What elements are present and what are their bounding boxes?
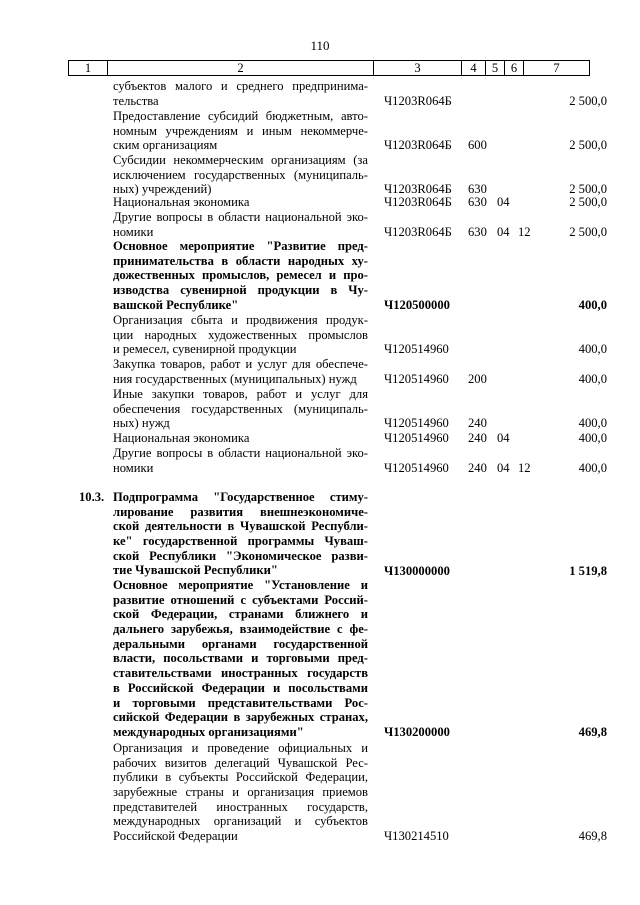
amount: 2 500,0	[569, 182, 607, 197]
table-header	[68, 60, 590, 76]
description-line: ским организациям	[113, 138, 218, 153]
table-row	[0, 741, 640, 844]
budget-code: Ч130200000	[384, 725, 450, 739]
budget-code: Ч120514960	[384, 431, 449, 445]
description-line: зарубежные страны и организация приемов	[113, 785, 368, 800]
amount: 400,0	[578, 297, 607, 312]
description-line: и торговыми представительствами Рос-	[113, 695, 368, 710]
subsection: 12	[518, 224, 531, 239]
row-description	[113, 239, 368, 312]
description-line: номным учреждениям и иным некоммерче-	[113, 123, 368, 138]
description-line: ных) нужд	[113, 416, 170, 431]
row-description	[113, 210, 368, 239]
table-row	[0, 490, 640, 578]
amount: 2 500,0	[569, 224, 607, 239]
description-line: ставительствами иностранных государств	[113, 666, 368, 681]
description-line: дальнего зарубежья, взаимодействие с фе-	[113, 622, 368, 637]
table-row	[0, 79, 640, 108]
subsection: 12	[518, 460, 531, 475]
table-row	[0, 431, 640, 446]
description-line: ных) учреждений)	[113, 182, 212, 197]
row-description	[113, 313, 368, 357]
row-description	[113, 153, 368, 197]
budget-code: Ч1203R064Б	[384, 182, 452, 197]
header-col-2: 2	[108, 61, 374, 75]
description-line: изводства сувенирной продукции в Чу-	[113, 283, 368, 298]
description-line: Подпрограмма "Государственное стиму-	[113, 490, 368, 504]
expense-type: 200	[468, 371, 487, 386]
description-line: рабочих визитов делегаций Чувашской Рес-	[113, 755, 368, 770]
row-description	[113, 446, 368, 475]
row-description	[113, 741, 368, 844]
expense-type: 630	[468, 224, 487, 239]
table-row	[0, 153, 640, 197]
amount: 469,8	[578, 725, 607, 739]
description-line: тие Чувашской Республики"	[113, 563, 278, 578]
description-line: сийской Федерации в зарубежных странах,	[113, 710, 368, 725]
description-line: ской деятельности в Чувашской Республи-	[113, 519, 368, 534]
table-row	[0, 446, 640, 475]
description-line: Иные закупки товаров, работ и услуг для	[113, 387, 368, 401]
description-line: Российской Федерации	[113, 829, 238, 844]
description-line: вашской Республике"	[113, 297, 239, 312]
description-line: Другие вопросы в области национальной эко-	[113, 446, 368, 460]
description-line: обеспечения государственных (муниципаль-	[113, 401, 368, 416]
table-row	[0, 239, 640, 313]
amount: 469,8	[578, 829, 607, 844]
header-col-5: 5	[486, 61, 505, 75]
description-line: развитие отношений с субъектами Россий-	[113, 592, 368, 607]
table-row	[0, 578, 640, 740]
description-line: номики	[113, 460, 154, 475]
row-description	[113, 195, 368, 210]
expense-type: 630	[468, 182, 487, 197]
header-col-4: 4	[462, 61, 486, 75]
budget-code: Ч120500000	[384, 297, 450, 312]
description-line: субъектов малого и среднего предпринима-	[113, 79, 368, 93]
description-line: власти, посольствами и торговыми пред-	[113, 651, 368, 666]
budget-code: Ч130214510	[384, 829, 449, 844]
budget-code: Ч120514960	[384, 460, 449, 475]
description-line: ния государственных (муниципальных) нужд	[113, 371, 357, 386]
header-col-6: 6	[505, 61, 524, 75]
table-row	[0, 210, 640, 239]
description-line: международных организаций и субъектов	[113, 814, 368, 829]
header-col-7: 7	[553, 61, 560, 75]
description-line: дожественных промыслов, ремесел и про-	[113, 268, 368, 283]
row-description	[113, 490, 368, 578]
description-line: представителей иностранных государств,	[113, 799, 368, 814]
amount: 400,0	[578, 416, 607, 431]
row-description	[113, 79, 368, 108]
amount: 1 519,8	[569, 563, 607, 578]
expense-type: 630	[468, 195, 487, 209]
section: 04	[497, 224, 510, 239]
amount: 400,0	[578, 342, 607, 357]
description-line: и ремесел, сувенирной продукции	[113, 342, 297, 357]
description-line: номики	[113, 224, 154, 239]
amount: 400,0	[578, 460, 607, 475]
row-description	[113, 387, 368, 431]
expense-type: 240	[468, 460, 487, 475]
expense-type: 240	[468, 431, 487, 445]
description-line: Организация и проведение официальных и	[113, 741, 368, 755]
budget-code: Ч120514960	[384, 371, 449, 386]
description-line: ской Республики "Экономическое разви-	[113, 548, 368, 563]
header-col-1: 1	[69, 61, 108, 75]
table-row	[0, 109, 640, 153]
description-line: Национальная экономика	[113, 195, 250, 209]
expense-type: 600	[468, 138, 487, 153]
budget-code: Ч1203R064Б	[384, 93, 452, 108]
description-line: исключением государственных (муниципаль-	[113, 167, 368, 182]
row-number: 10.3.	[79, 490, 105, 504]
row-description	[113, 431, 368, 446]
description-line: Субсидии некоммерческим организациям (за	[113, 153, 368, 167]
amount: 2 500,0	[569, 195, 607, 209]
row-description	[113, 578, 368, 740]
description-line: деральными органами государственной	[113, 636, 368, 651]
description-line: публики в субъекты Российской Федерации,	[113, 770, 368, 785]
description-line: Национальная экономика	[113, 431, 250, 445]
section: 04	[497, 195, 510, 209]
description-line: лирование развития внешнеэкономиче-	[113, 504, 368, 519]
table-row	[0, 357, 640, 386]
amount: 400,0	[578, 431, 607, 445]
description-line: ской Федерации, странами ближнего и	[113, 607, 368, 622]
description-line: в Российской Федерации и посольствами	[113, 680, 368, 695]
budget-code: Ч120514960	[384, 342, 449, 357]
row-description	[113, 357, 368, 386]
amount: 2 500,0	[569, 138, 607, 153]
budget-code: Ч1203R064Б	[384, 195, 452, 209]
description-line: ке" государственной программы Чуваш-	[113, 534, 368, 549]
header-col-3: 3	[374, 61, 462, 75]
budget-code: Ч1203R064Б	[384, 224, 452, 239]
description-line: Основное мероприятие "Установление и	[113, 578, 368, 592]
description-line: тельства	[113, 93, 159, 108]
table-row	[0, 387, 640, 431]
page-number: 110	[310, 38, 330, 53]
description-line: Предоставление субсидий бюджетным, авто-	[113, 109, 368, 123]
row-description	[113, 109, 368, 153]
description-line: Организация сбыта и продвижения продук-	[113, 313, 368, 327]
table-row	[0, 195, 640, 210]
section: 04	[497, 431, 510, 445]
expense-type: 240	[468, 416, 487, 431]
description-line: Другие вопросы в области национальной эко-	[113, 210, 368, 224]
amount: 400,0	[578, 371, 607, 386]
description-line: ции народных художественных промыслов	[113, 327, 368, 342]
description-line: международных организациями"	[113, 724, 304, 739]
description-line: Основное мероприятие "Развитие пред-	[113, 239, 368, 253]
budget-code: Ч130000000	[384, 563, 450, 578]
budget-code: Ч120514960	[384, 416, 449, 431]
budget-code: Ч1203R064Б	[384, 138, 452, 153]
table-row	[0, 313, 640, 357]
description-line: принимательства в области народных ху-	[113, 253, 368, 268]
section: 04	[497, 460, 510, 475]
amount: 2 500,0	[569, 93, 607, 108]
description-line: Закупка товаров, работ и услуг для обеспече-	[113, 357, 368, 371]
